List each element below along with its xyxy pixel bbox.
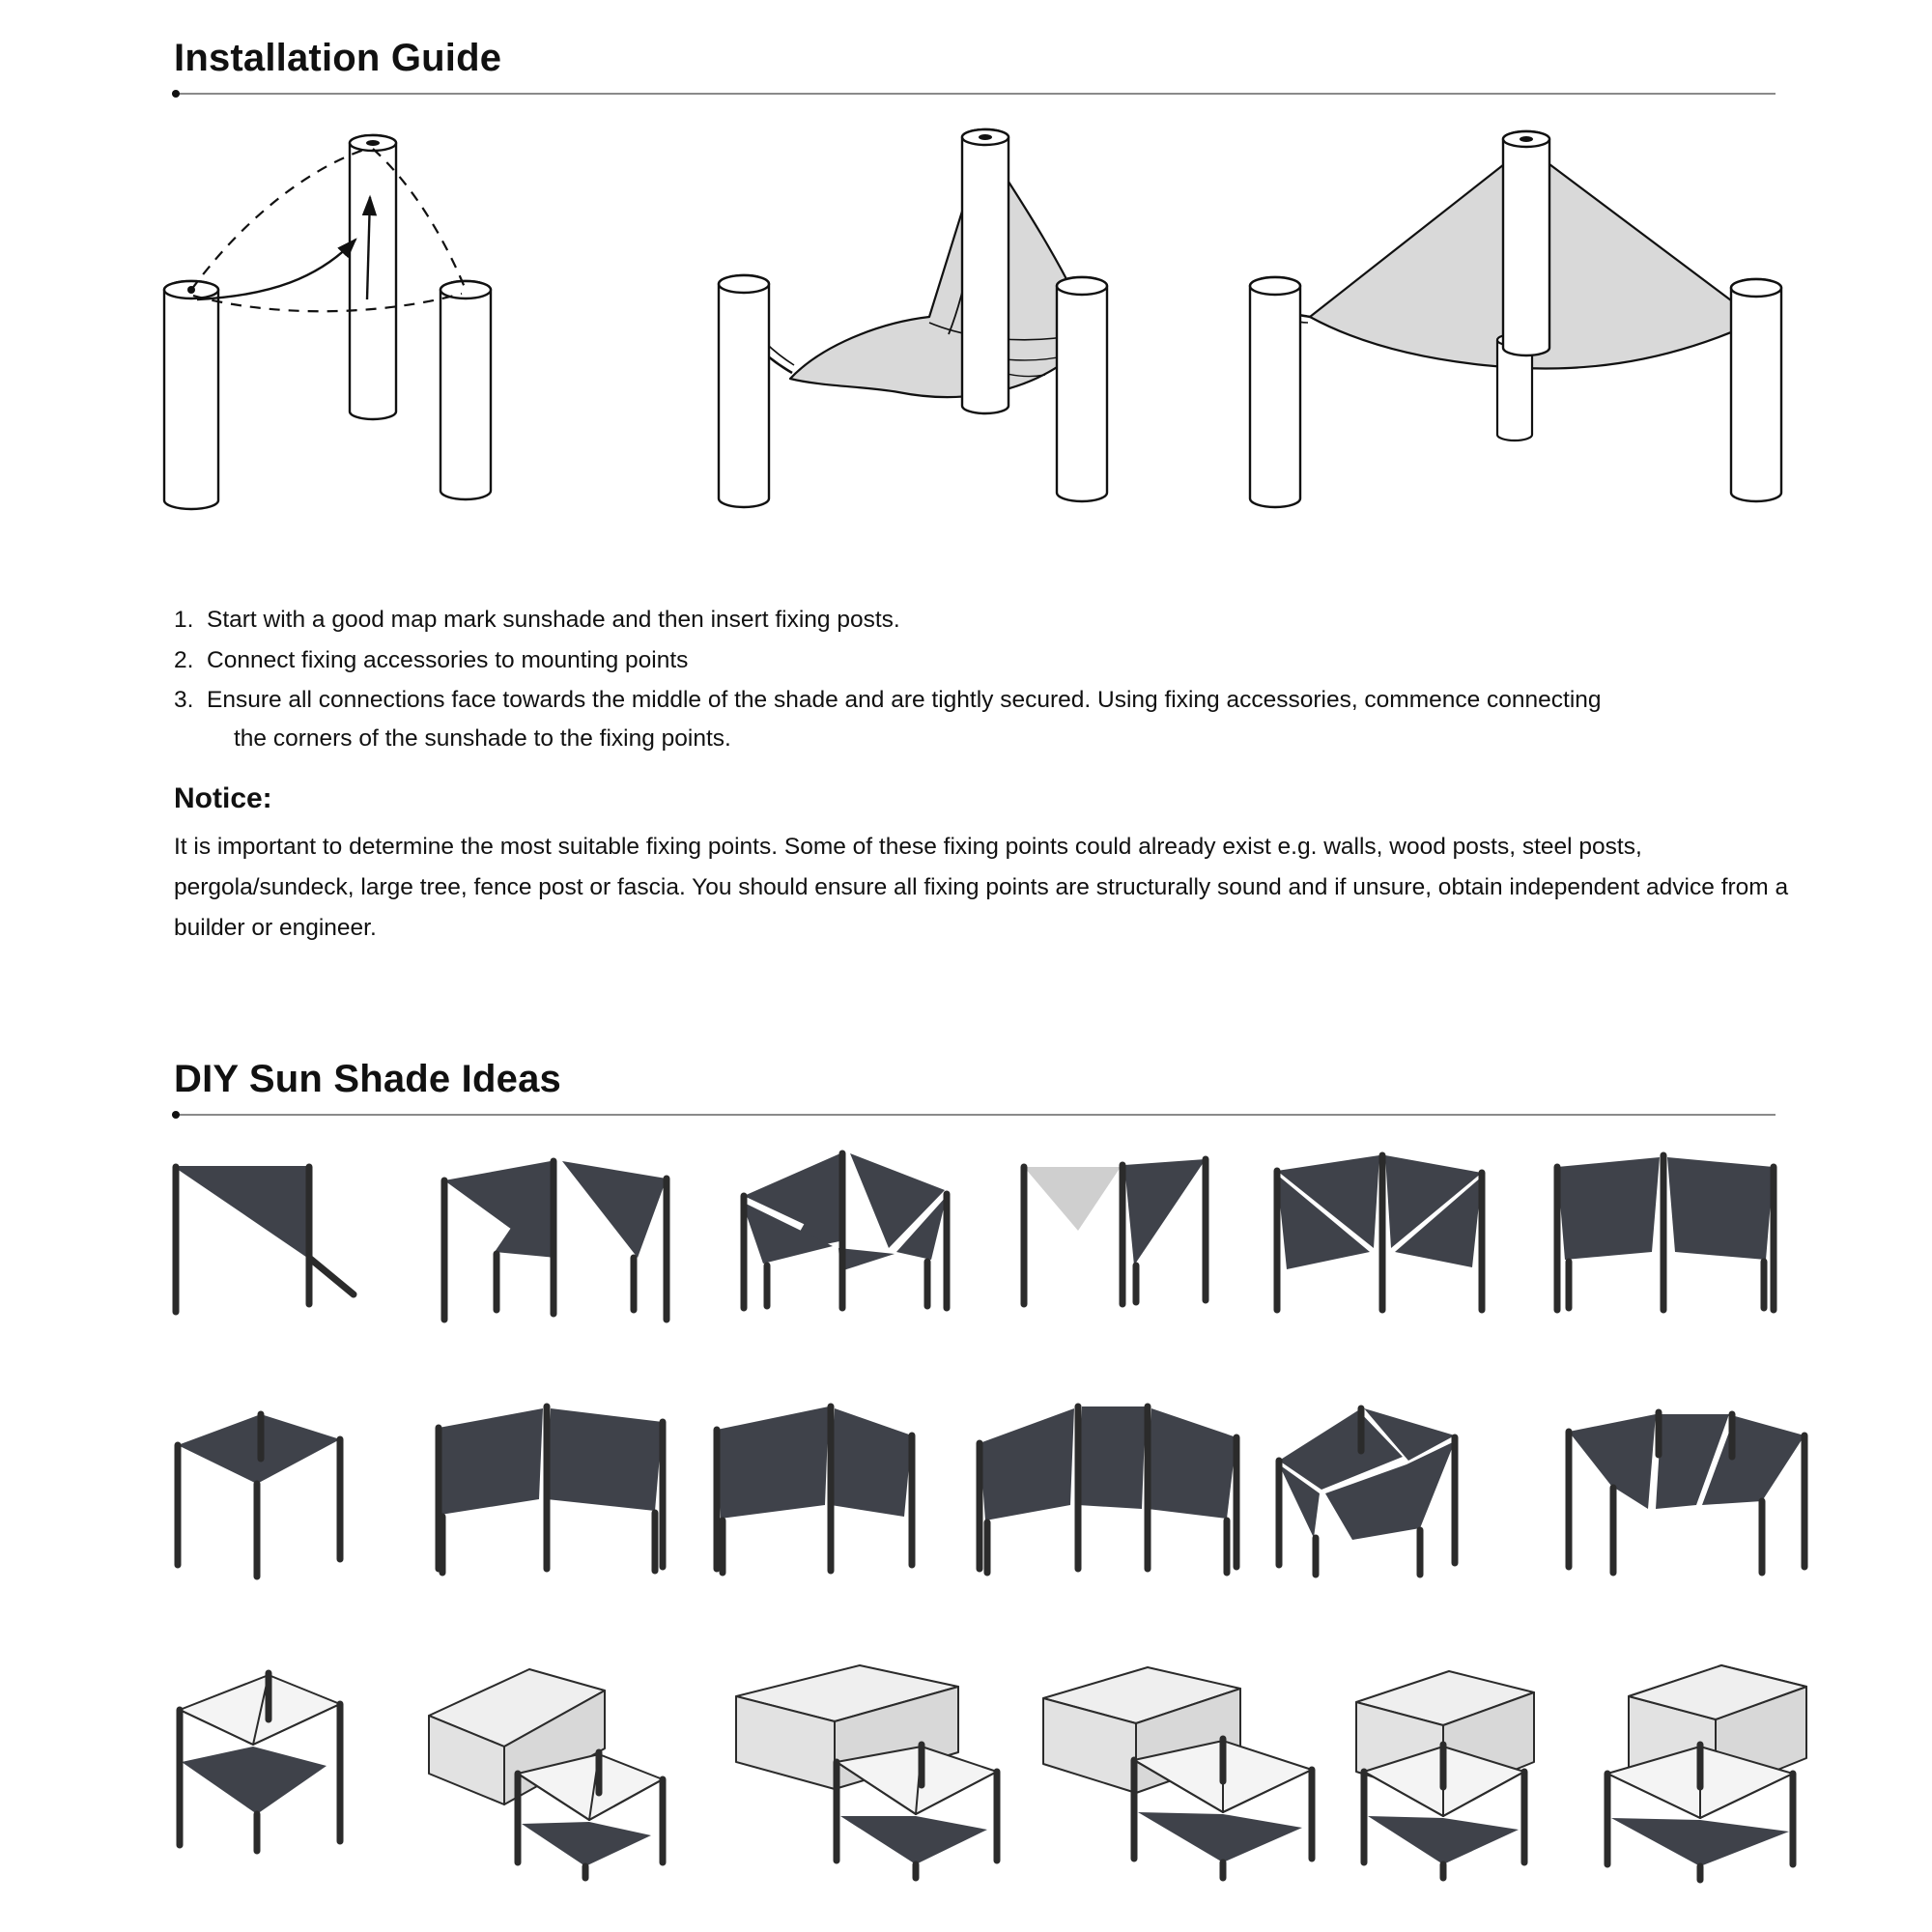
installation-diagram-svg xyxy=(135,116,1835,570)
list-item xyxy=(174,601,1797,639)
figure-mark-fixing-points xyxy=(164,135,491,509)
diy-ideas-svg xyxy=(145,1140,1826,1913)
notice-body: It is important to determine the most suitable fixing points. Some of these fixing points could already exist e.g. walls, wood posts, steel posts, pergola/sundeck, large tree, fence post or fascia. You should ensure all fixing points are structurally sound and if unsure, obtain independent advice from a builder or engineer. xyxy=(174,834,1789,942)
notice-block xyxy=(174,782,1797,949)
figure-tensioned-shade-sail xyxy=(1250,131,1781,507)
step-text: Connect fixing accessories to mounting points xyxy=(207,646,689,673)
step-number: 3. xyxy=(174,687,194,714)
idea-four-panel-hip-canopy xyxy=(1279,1408,1455,1575)
page-title-installation: Installation Guide xyxy=(174,37,502,79)
idea-two-tone-triangle-pair xyxy=(1024,1159,1206,1304)
diy-ideas-header xyxy=(172,1058,1776,1121)
notice-title: Notice: xyxy=(174,782,272,814)
idea-between-two-walls-canopy xyxy=(1356,1671,1534,1878)
idea-wall-mount-light-dark-sails xyxy=(180,1673,340,1851)
idea-courtyard-four-wall-canopy xyxy=(1607,1665,1806,1880)
rule-dot xyxy=(172,90,180,98)
idea-wall-corner-twin-sails xyxy=(429,1669,663,1878)
diy-ideas-grid xyxy=(145,1140,1826,1913)
heading-rule-installation xyxy=(172,90,1776,99)
installation-diagrams xyxy=(135,116,1835,570)
idea-long-wall-dark-sail xyxy=(736,1665,997,1878)
rule-dot xyxy=(172,1111,180,1119)
idea-scalloped-multi-sail xyxy=(1569,1412,1804,1573)
installation-steps xyxy=(174,601,1797,760)
idea-split-rectangle-canopy xyxy=(1557,1155,1774,1310)
step-number: 2. xyxy=(174,646,194,673)
idea-wall-and-post-hip-canopy xyxy=(1043,1667,1312,1878)
idea-twin-triangle-sails xyxy=(444,1161,667,1320)
list-item xyxy=(174,681,1797,757)
heading-rule-diy xyxy=(172,1111,1776,1121)
idea-triangle-single-slope xyxy=(176,1167,354,1312)
step-text-line1: Ensure all connections face towards the middle of the shade and are tightly secured. Using fixing accessories, commence connecting xyxy=(207,687,1602,714)
figure-attach-shade-corner xyxy=(719,129,1107,507)
step-text xyxy=(207,681,1797,757)
idea-double-sloped-rectangles xyxy=(439,1406,663,1573)
idea-butterfly-square-sail xyxy=(1277,1155,1482,1310)
rule-line xyxy=(172,93,1776,95)
idea-flat-square-canopy xyxy=(178,1414,340,1577)
installation-guide-header xyxy=(172,37,1776,99)
rule-line xyxy=(172,1114,1776,1116)
step-text-line2: the corners of the sunshade to the fixing points. xyxy=(234,725,731,753)
idea-triple-panel-wide-canopy xyxy=(980,1406,1236,1573)
list-item xyxy=(174,641,1797,680)
idea-multi-panel-umbrella xyxy=(742,1153,947,1308)
idea-offset-rectangle-pair xyxy=(717,1406,912,1573)
page-title-diy-ideas: DIY Sun Shade Ideas xyxy=(174,1058,561,1100)
step-text: Start with a good map mark sunshade and then insert fixing posts. xyxy=(207,607,900,633)
step-number: 1. xyxy=(174,607,194,633)
